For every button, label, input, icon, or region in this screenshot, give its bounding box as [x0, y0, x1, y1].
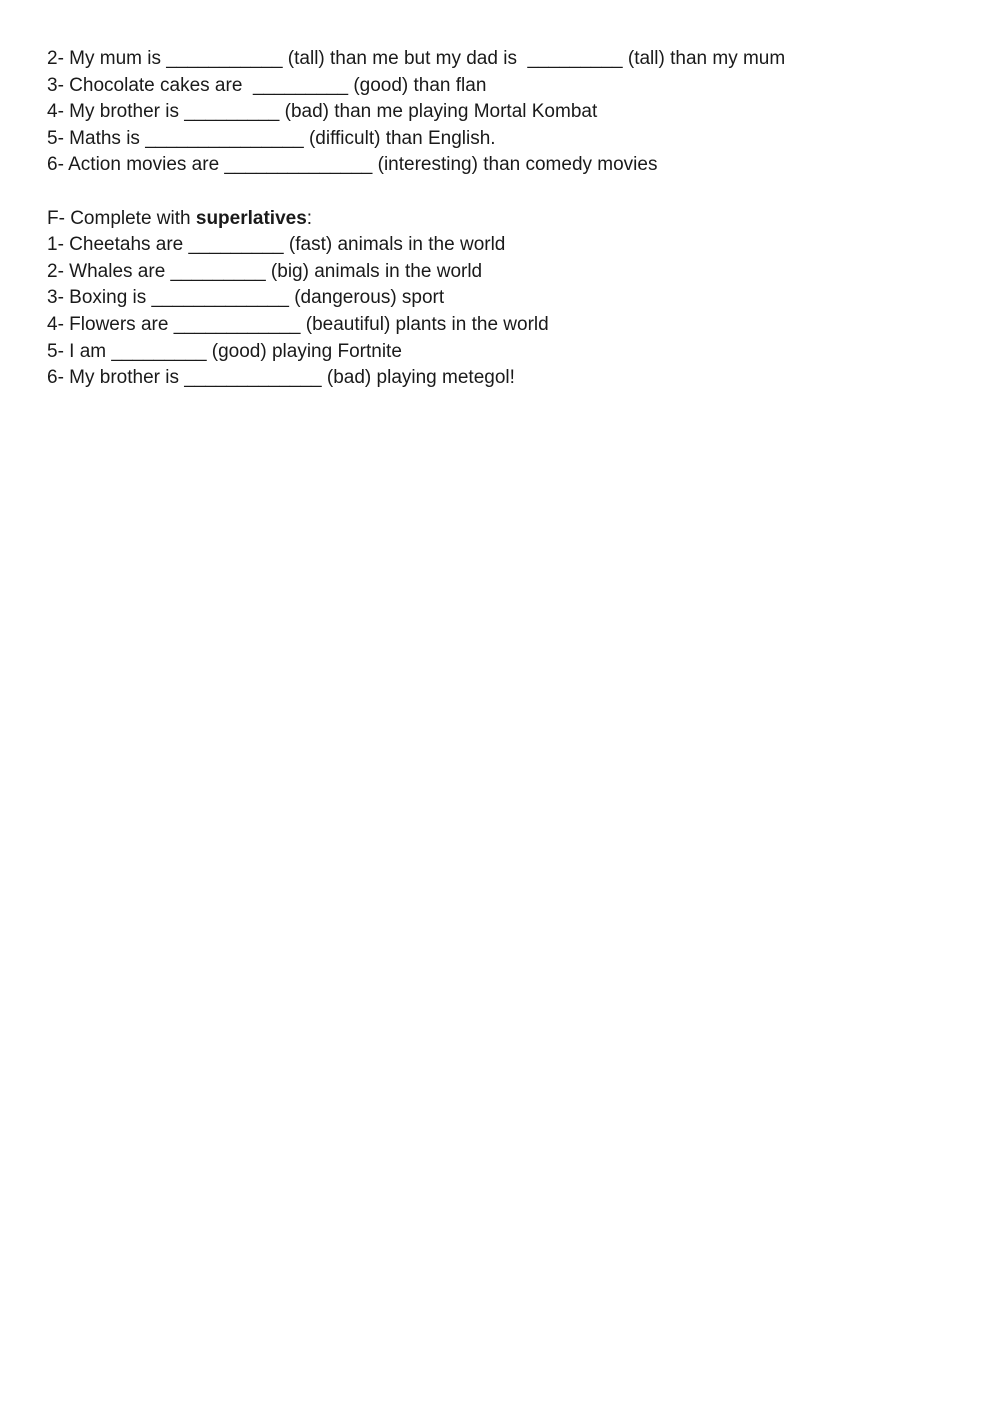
exercise-line: 5- I am _________ (good) playing Fortnite	[47, 340, 402, 362]
exercise-line: 1- Cheetahs are _________ (fast) animals in the world	[47, 234, 506, 256]
exercise-line: 6- Action movies are ______________ (interesting) than comedy movies	[47, 154, 658, 176]
comparatives-section	[47, 46, 967, 179]
exercise-line: 3- Chocolate cakes are _________ (good) than flan	[47, 74, 487, 96]
worksheet-page	[47, 46, 967, 392]
exercise-line: 2- My mum is ___________ (tall) than me but my dad is _________ (tall) than my mum	[47, 48, 786, 69]
exercise-line: 6- My brother is _____________ (bad) playing metegol!	[47, 367, 515, 389]
exercise-line: 3- Boxing is _____________ (dangerous) sport	[47, 287, 445, 309]
exercise-line: 4- Flowers are ____________ (beautiful) plants in the world	[47, 313, 549, 335]
exercise-line: 4- My brother is _________ (bad) than me playing Mortal Kombat	[47, 101, 598, 123]
heading-prefix: F- Complete with	[47, 207, 196, 229]
exercise-line: 2- Whales are _________ (big) animals in the world	[47, 260, 483, 282]
superlatives-section	[47, 206, 967, 392]
section-spacer	[47, 179, 967, 206]
exercise-line: 5- Maths is _______________ (difficult) than English.	[47, 127, 496, 149]
heading-suffix: :	[306, 207, 313, 229]
heading-bold: superlatives	[195, 207, 307, 229]
section-heading	[47, 206, 967, 233]
